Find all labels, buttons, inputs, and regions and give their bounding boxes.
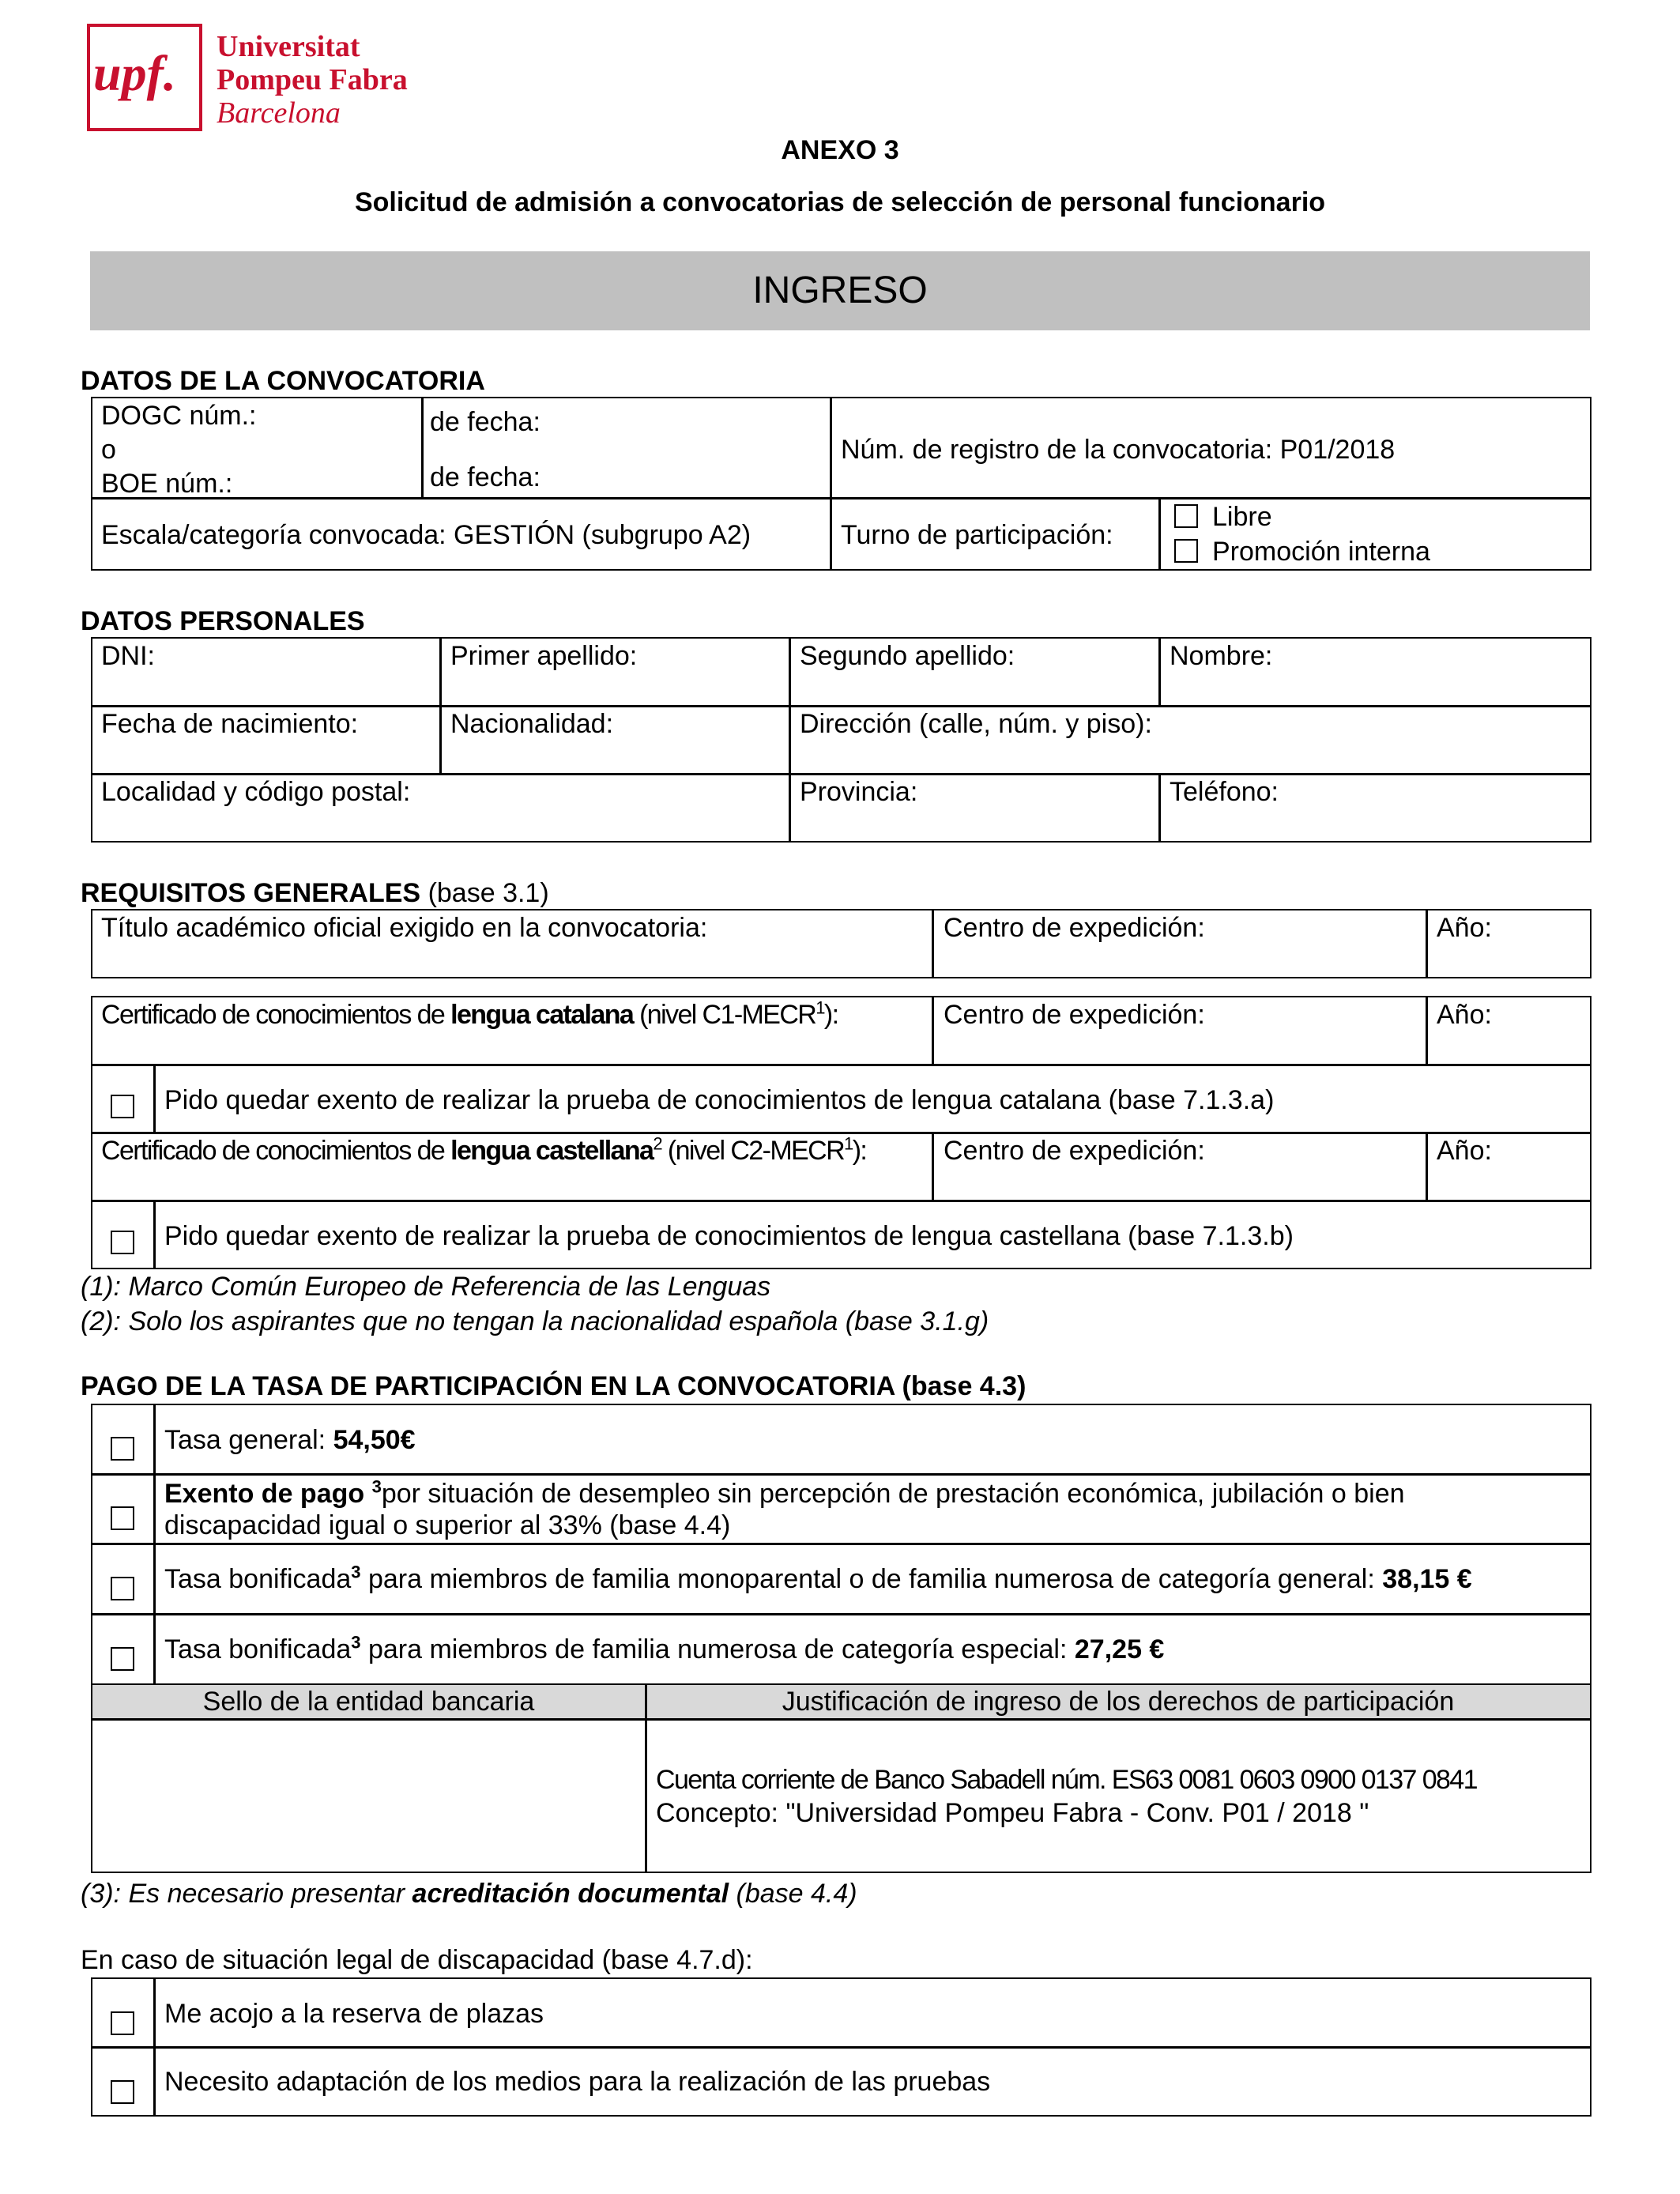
conv-divider-v3 bbox=[1158, 497, 1161, 571]
section-pago-title: PAGO DE LA TASA DE PARTICIPACIÓN EN LA CONVOCATORIA (base 4.3) bbox=[81, 1371, 1026, 1401]
castellano-cert-post: (nivel C2-MECR bbox=[667, 1136, 845, 1166]
leng-divider-chk1 bbox=[153, 1064, 156, 1133]
catalan-cert-bold: lengua catalana bbox=[450, 1000, 634, 1030]
catalan-cert-post: (nivel C1-MECR bbox=[639, 1000, 816, 1030]
exento-pago-bold: Exento de pago bbox=[164, 1479, 365, 1509]
primer-apellido-field[interactable]: Primer apellido: bbox=[450, 641, 638, 671]
sello-header: Sello de la entidad bancaria bbox=[202, 1687, 535, 1717]
disc-divider-h bbox=[91, 2046, 1591, 2049]
upf-logo bbox=[87, 24, 419, 131]
catalan-cert-field[interactable] bbox=[101, 999, 838, 1031]
titulo-field[interactable]: Título académico oficial exigido en la convocatoria: bbox=[101, 913, 708, 943]
o-label: o bbox=[101, 435, 116, 465]
boe-field[interactable]: BOE núm.: bbox=[101, 469, 233, 499]
libre-label: Libre bbox=[1212, 502, 1272, 532]
footnote-3 bbox=[81, 1878, 857, 1909]
castellano-cert-sup1: 2 bbox=[653, 1133, 661, 1154]
pers-divider-v1 bbox=[439, 637, 442, 775]
pers-divider-v3 bbox=[1158, 637, 1161, 707]
requisitos-title-base: (base 3.1) bbox=[428, 878, 549, 908]
pago-divider-h1 bbox=[91, 1473, 1591, 1476]
promocion-label: Promoción interna bbox=[1212, 537, 1430, 567]
centro-field-2[interactable]: Centro de expedición: bbox=[944, 1000, 1205, 1030]
castellano-cert-sup2: 1 bbox=[844, 1133, 853, 1154]
pers-divider-v2 bbox=[789, 637, 791, 843]
footnote-1: (1): Marco Común Europeo de Referencia de las Lenguas bbox=[81, 1272, 771, 1302]
bon2-text: para miembros de familia numerosa de categoría especial: bbox=[367, 1634, 1068, 1664]
logo-line-3: Barcelona bbox=[217, 96, 341, 130]
exento-pago-sup: 3 bbox=[371, 1476, 382, 1497]
titulo-divider-v1 bbox=[932, 909, 934, 978]
annex-title: ANEXO 3 bbox=[781, 135, 899, 165]
reserva-plazas-checkbox[interactable] bbox=[111, 2011, 134, 2035]
catalan-cert-end: ): bbox=[823, 1000, 838, 1030]
section-personales-title: DATOS PERSONALES bbox=[81, 606, 365, 636]
exento-castellano-label: Pido quedar exento de realizar la prueba de conocimientos de lengua castellana (base 7.1.3.b) bbox=[164, 1221, 1294, 1251]
leng-divider-h2 bbox=[91, 1132, 1591, 1134]
tasa-bonificada-2-checkbox[interactable] bbox=[111, 1647, 134, 1671]
leng-divider-h3 bbox=[91, 1200, 1591, 1202]
direccion-field[interactable]: Dirección (calle, núm. y piso): bbox=[800, 709, 1152, 739]
bon1-text: para miembros de familia monoparental o de familia numerosa de categoría general: bbox=[367, 1564, 1375, 1594]
anio-field-2[interactable]: Año: bbox=[1437, 1000, 1492, 1030]
leng-divider-chk2 bbox=[153, 1200, 156, 1269]
centro-field-3[interactable]: Centro de expedición: bbox=[944, 1136, 1205, 1166]
conv-divider-h bbox=[91, 497, 1591, 499]
leng-divider-h1 bbox=[91, 1064, 1591, 1066]
exento-pago-checkbox[interactable] bbox=[111, 1506, 134, 1530]
pago-divider-h2 bbox=[91, 1543, 1591, 1545]
provincia-field[interactable]: Provincia: bbox=[800, 777, 918, 807]
leng-divider-v1b bbox=[932, 1132, 934, 1201]
logo-line-2: Pompeu Fabra bbox=[217, 63, 408, 96]
disc-divider-chk bbox=[153, 1977, 156, 2117]
logo-line-1: Universitat bbox=[217, 30, 360, 63]
pers-divider-v4 bbox=[1158, 773, 1161, 843]
catalan-cert-sup: 1 bbox=[816, 997, 824, 1018]
bon2-pre: Tasa bonificada bbox=[164, 1634, 352, 1664]
anio-field-1[interactable]: Año: bbox=[1437, 913, 1492, 943]
logo-mark: upf. bbox=[93, 45, 176, 101]
form-subtitle: Solicitud de admisión a convocatorias de selección de personal funcionario bbox=[354, 187, 1326, 217]
tasa-general-amount: 54,50€ bbox=[333, 1425, 416, 1455]
castellano-cert-end: ): bbox=[852, 1136, 867, 1166]
dogc-field[interactable]: DOGC núm.: bbox=[101, 401, 257, 431]
requisitos-title-text: REQUISITOS GENERALES bbox=[81, 878, 421, 908]
fecha-nacimiento-field[interactable]: Fecha de nacimiento: bbox=[101, 709, 359, 739]
footnote-3-pre: (3): Es necesario presentar bbox=[81, 1879, 405, 1909]
tasa-bonificada-1-label bbox=[164, 1563, 1472, 1595]
adaptacion-medios-checkbox[interactable] bbox=[111, 2080, 134, 2104]
tasa-bonificada-2-label bbox=[164, 1634, 1164, 1665]
section-convocatoria-title: DATOS DE LA CONVOCATORIA bbox=[81, 366, 485, 396]
sello-area[interactable] bbox=[93, 1721, 644, 1872]
adaptacion-medios-label: Necesito adaptación de los medios para la realización de las pruebas bbox=[164, 2067, 991, 2097]
fecha-field-2[interactable]: de fecha: bbox=[430, 462, 541, 492]
pers-divider-h2 bbox=[91, 773, 1591, 775]
exento-pago-line-1 bbox=[164, 1478, 1405, 1510]
exento-catalan-label: Pido quedar exento de realizar la prueba de conocimientos de lengua catalana (base 7.1.3.a) bbox=[164, 1085, 1275, 1115]
bon1-pre: Tasa bonificada bbox=[164, 1564, 352, 1594]
titulo-divider-v2 bbox=[1426, 909, 1428, 978]
tasa-bonificada-1-checkbox[interactable] bbox=[111, 1577, 134, 1600]
fecha-field-1[interactable]: de fecha: bbox=[430, 407, 541, 437]
discapacidad-intro: En caso de situación legal de discapacidad (base 4.7.d): bbox=[81, 1945, 753, 1975]
footnote-3-bold: acreditación documental bbox=[412, 1879, 729, 1909]
exento-pago-text: por situación de desempleo sin percepción de prestación económica, jubilación o bien bbox=[381, 1479, 1405, 1509]
section-requisitos-title bbox=[81, 877, 549, 909]
nacionalidad-field[interactable]: Nacionalidad: bbox=[450, 709, 614, 739]
castellano-cert-field[interactable] bbox=[101, 1135, 866, 1167]
castellano-cert-bold: lengua castellana bbox=[450, 1136, 654, 1166]
bon2-sup: 3 bbox=[351, 1632, 361, 1653]
cuenta-corriente: Cuenta corriente de Banco Sabadell núm. ES63 0081 0603 0900 0137 0841 bbox=[656, 1765, 1477, 1795]
exento-pago-line-2: discapacidad igual o superior al 33% (base 4.4) bbox=[164, 1510, 731, 1540]
conv-divider-v1 bbox=[421, 397, 424, 498]
leng-divider-v2b bbox=[1426, 1132, 1428, 1201]
castellano-cert-pre: Certificado de conocimientos de bbox=[101, 1136, 445, 1166]
footnote-2: (2): Solo los aspirantes que no tengan la nacionalidad española (base 3.1.g) bbox=[81, 1306, 989, 1336]
leng-divider-v1a bbox=[932, 996, 934, 1065]
pago-divider-chk bbox=[153, 1404, 156, 1685]
bon1-amount: 38,15 € bbox=[1382, 1564, 1472, 1594]
localidad-field[interactable]: Localidad y código postal: bbox=[101, 777, 411, 807]
exento-castellano-checkbox[interactable] bbox=[111, 1231, 134, 1254]
anio-field-3[interactable]: Año: bbox=[1437, 1136, 1492, 1166]
footnote-3-post: (base 4.4) bbox=[736, 1879, 857, 1909]
concepto: Concepto: "Universidad Pompeu Fabra - Conv. P01 / 2018 " bbox=[656, 1798, 1369, 1828]
conv-divider-v2 bbox=[830, 397, 832, 571]
dni-field[interactable]: DNI: bbox=[101, 641, 155, 671]
centro-field-1[interactable]: Centro de expedición: bbox=[944, 913, 1205, 943]
registro-label: Núm. de registro de la convocatoria: P01/2018 bbox=[841, 435, 1396, 465]
telefono-field[interactable]: Teléfono: bbox=[1170, 777, 1279, 807]
nombre-field[interactable]: Nombre: bbox=[1170, 641, 1273, 671]
turno-label: Turno de participación: bbox=[841, 520, 1113, 550]
reserva-plazas-label: Me acojo a la reserva de plazas bbox=[164, 1999, 544, 2029]
leng-divider-v2a bbox=[1426, 996, 1428, 1065]
tasa-general-label bbox=[164, 1424, 416, 1456]
bon2-amount: 27,25 € bbox=[1074, 1634, 1165, 1664]
promocion-checkbox[interactable] bbox=[1174, 539, 1198, 563]
pago-divider-h3 bbox=[91, 1613, 1591, 1615]
tasa-general-checkbox[interactable] bbox=[111, 1437, 134, 1461]
exento-catalan-checkbox[interactable] bbox=[111, 1095, 134, 1118]
escala-label: Escala/categoría convocada: GESTIÓN (subgrupo A2) bbox=[101, 520, 751, 550]
tasa-general-text: Tasa general: bbox=[164, 1425, 326, 1455]
ingreso-banner-text: INGRESO bbox=[752, 270, 928, 311]
catalan-cert-pre: Certificado de conocimientos de bbox=[101, 1000, 445, 1030]
pers-divider-h1 bbox=[91, 705, 1591, 707]
bon1-sup: 3 bbox=[351, 1562, 361, 1582]
segundo-apellido-field[interactable]: Segundo apellido: bbox=[800, 641, 1015, 671]
justificacion-header: Justificación de ingreso de los derechos de participación bbox=[782, 1687, 1455, 1717]
libre-checkbox[interactable] bbox=[1174, 504, 1198, 528]
